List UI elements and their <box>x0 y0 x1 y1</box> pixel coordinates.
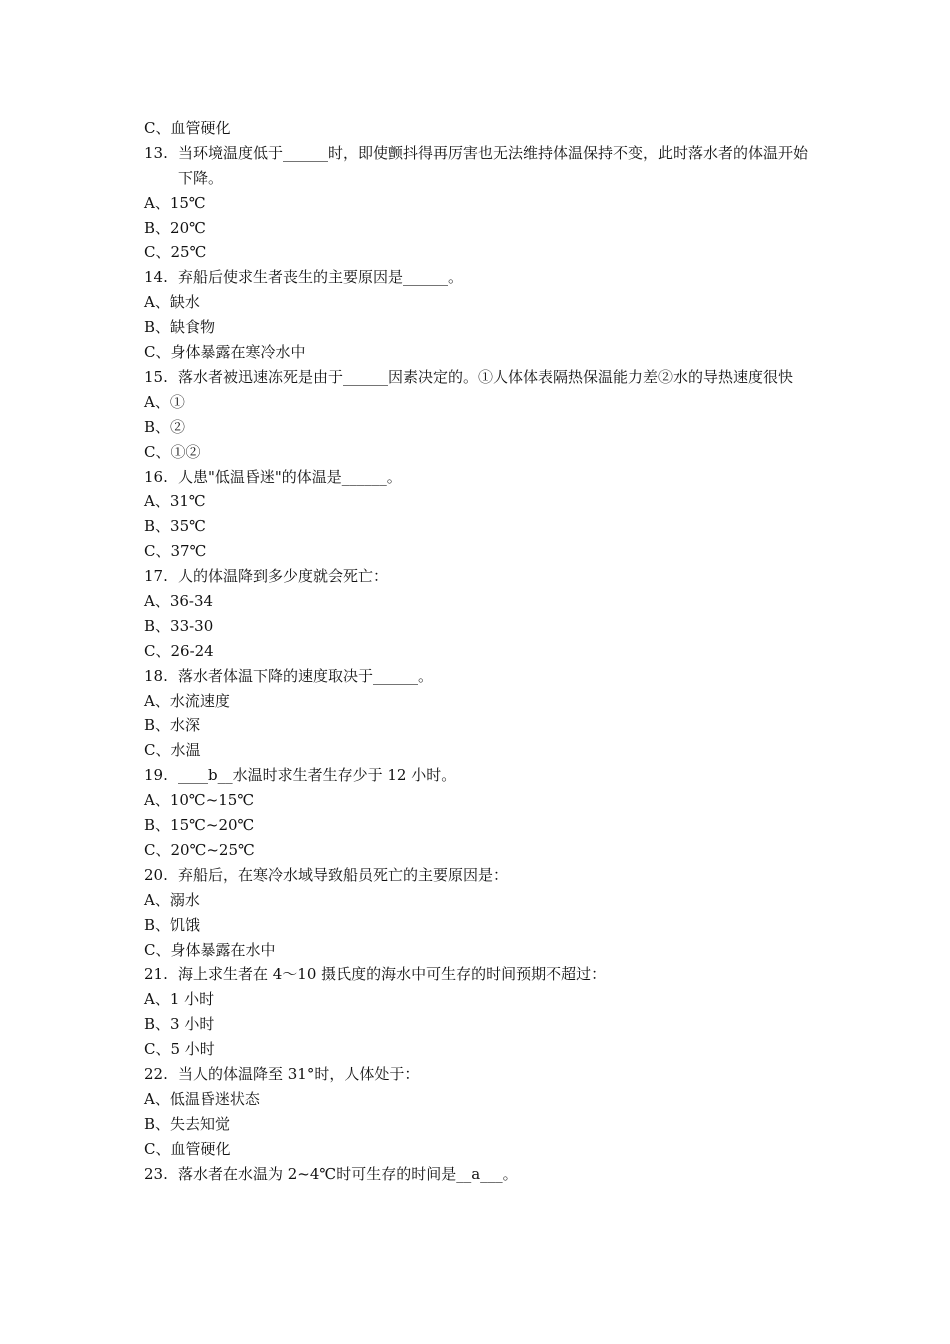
question-number: 14. <box>144 268 168 287</box>
question-text: ____b__水温时求生者生存少于 12 小时。 <box>178 766 457 785</box>
question-number: 21. <box>144 965 168 984</box>
question-20 <box>144 863 814 888</box>
option: C、20℃~25℃ <box>144 840 255 859</box>
question-number: 20. <box>144 865 168 884</box>
option: C、25℃ <box>144 243 207 262</box>
option: C、身体暴露在寒冷水中 <box>144 343 306 362</box>
option: C、身体暴露在水中 <box>144 940 276 959</box>
option: A、溺水 <box>144 890 200 909</box>
question-number: 19. <box>144 766 168 785</box>
question-text: 当人的体温降至 31°时，人体处于： <box>178 1065 420 1083</box>
option: A、水流速度 <box>144 691 230 710</box>
option: B、20℃ <box>144 218 206 237</box>
option: A、15℃ <box>144 193 206 212</box>
question-number: 22. <box>144 1065 168 1083</box>
question-text: 落水者在水温为 2~4℃时可生存的时间是__a___。 <box>178 1164 518 1183</box>
question-13 <box>144 141 814 191</box>
option: B、缺食物 <box>144 318 216 337</box>
question-18 <box>144 664 814 689</box>
option: C、水温 <box>144 741 201 760</box>
option: C、5 小时 <box>144 1040 215 1059</box>
option: B、饥饿 <box>144 915 201 934</box>
option: C、37℃ <box>144 542 207 561</box>
option: B、水深 <box>144 716 201 735</box>
question-19 <box>144 763 814 788</box>
question-text: 海上求生者在 4～10 摄氏度的海水中可生存的时间预期不超过： <box>178 965 607 984</box>
question-text: 弃船后，在寒冷水域导致船员死亡的主要原因是： <box>178 865 509 884</box>
option: C、①② <box>144 442 201 461</box>
question-number: 13. <box>144 143 168 162</box>
option: B、15℃~20℃ <box>144 816 255 835</box>
option: A、① <box>144 392 185 411</box>
question-number: 17. <box>144 567 168 586</box>
option: B、35℃ <box>144 517 206 536</box>
question-23 <box>144 1162 814 1187</box>
question-14 <box>144 265 814 290</box>
question-number: 23. <box>144 1164 168 1183</box>
question-text: 人的体温降到多少度就会死亡： <box>178 567 389 586</box>
question-text: 弃船后使求生者丧生的主要原因是______。 <box>178 268 464 287</box>
question-number: 15. <box>144 367 168 386</box>
option: A、31℃ <box>144 492 206 511</box>
option: A、10℃~15℃ <box>144 791 255 810</box>
question-number: 16. <box>144 467 168 486</box>
question-list <box>144 116 814 1186</box>
option: A、1 小时 <box>144 990 215 1009</box>
question-number: 18. <box>144 666 168 685</box>
option: B、② <box>144 417 186 436</box>
question-text: 落水者被迅速冻死是由于______因素决定的。①人体体表隔热保温能力差②水的导热速度很快 <box>178 367 794 386</box>
option: B、失去知觉 <box>144 1114 231 1133</box>
question-text: 落水者体温下降的速度取决于______。 <box>178 666 434 685</box>
option: A、低温昏迷状态 <box>144 1089 260 1108</box>
question-16 <box>144 465 814 490</box>
question-22 <box>144 1062 814 1087</box>
question-17 <box>144 564 814 589</box>
option: B、33-30 <box>144 616 214 635</box>
option: C、26-24 <box>144 641 214 660</box>
question-21 <box>144 962 814 987</box>
option: A、缺水 <box>144 293 200 312</box>
question-text: 人患"低温昏迷"的体温是______。 <box>178 467 402 486</box>
question-text: 当环境温度低于______时，即使颤抖得再厉害也无法维持体温保持不变，此时落水者的体温开始下降。 <box>178 143 809 187</box>
option: C、血管硬化 <box>144 119 231 137</box>
question-15 <box>144 365 814 390</box>
option: C、血管硬化 <box>144 1139 231 1158</box>
option: B、3 小时 <box>144 1015 215 1034</box>
option: A、36-34 <box>144 592 214 611</box>
